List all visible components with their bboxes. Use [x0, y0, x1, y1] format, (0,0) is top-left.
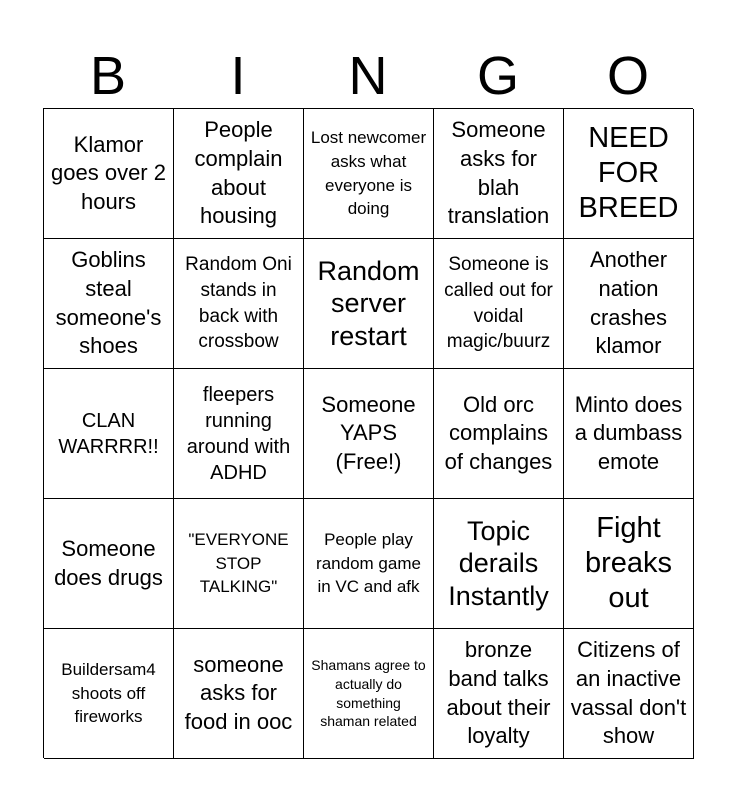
bingo-cell-r2-c4[interactable] [434, 239, 564, 369]
bingo-cell-r1-c3[interactable] [304, 109, 434, 239]
bingo-cell-r3-c5[interactable] [564, 369, 694, 499]
cell-text: Random Oni stands in back with crossbow [185, 254, 292, 353]
cell-text: NEED FOR BREED [578, 122, 679, 224]
bingo-cell-r1-c4[interactable] [434, 109, 564, 239]
bingo-cell-r2-c5[interactable] [564, 239, 694, 369]
bingo-cell-r4-c3[interactable] [304, 499, 434, 629]
bingo-cell-r5-c1[interactable] [44, 629, 174, 759]
cell-text: Random server restart [317, 255, 420, 351]
bingo-cell-r1-c5[interactable] [564, 109, 694, 239]
header-letter-g: G [476, 46, 519, 106]
header-letter-o: O [606, 46, 649, 106]
cell-text: Another nation crashes klamor [589, 247, 668, 359]
cell-text: Someone YAPS (Free!) [321, 391, 416, 474]
cell-text: fleepers running around with ADHD [186, 383, 291, 484]
bingo-cell-r5-c3[interactable] [304, 629, 434, 759]
cell-text: Buildersam4 shoots off fireworks [61, 659, 156, 727]
cell-text: Goblins steal someone's shoes [55, 247, 162, 359]
cell-text: someone asks for food in ooc [184, 651, 293, 734]
bingo-cell-r4-c2[interactable] [174, 499, 304, 629]
bingo-cell-r2-c3[interactable] [304, 239, 434, 369]
header-letter-n: N [348, 46, 388, 106]
bingo-cell-r2-c1[interactable] [44, 239, 174, 369]
cell-text: bronze band talks about their loyalty [446, 637, 551, 749]
cell-text: Klamor goes over 2 hours [51, 131, 166, 214]
bingo-cell-r1-c1[interactable] [44, 109, 174, 239]
cell-text: Someone is called out for voidal magic/buurz [444, 254, 553, 353]
cell-text: People complain about housing [194, 117, 283, 229]
cell-text: Topic derails Instantly [448, 515, 549, 611]
bingo-cell-r3-c3[interactable] [304, 369, 434, 499]
bingo-cell-r5-c2[interactable] [174, 629, 304, 759]
cell-text: Lost newcomer asks what everyone is doing [310, 127, 427, 219]
header-letter-i: I [230, 46, 246, 106]
cell-text: Old orc complains of changes [444, 391, 553, 474]
bingo-cell-r5-c5[interactable] [564, 629, 694, 759]
bingo-cell-r3-c1[interactable] [44, 369, 174, 499]
cell-text: Shamans agree to actually do something shaman related [311, 656, 426, 730]
cell-text: Citizens of an inactive vassal don't show [570, 637, 687, 749]
bingo-cell-r5-c4[interactable] [434, 629, 564, 759]
bingo-cell-r2-c2[interactable] [174, 239, 304, 369]
bingo-board [43, 108, 693, 758]
bingo-cell-r4-c4[interactable] [434, 499, 564, 629]
cell-text: Minto does a dumbass emote [574, 391, 683, 474]
bingo-header [43, 44, 693, 108]
cell-text: CLAN WARRRR!! [58, 409, 159, 458]
bingo-cell-r3-c4[interactable] [434, 369, 564, 499]
bingo-cell-r1-c2[interactable] [174, 109, 304, 239]
header-letter-b: B [89, 46, 127, 106]
bingo-cell-r4-c1[interactable] [44, 499, 174, 629]
cell-text: Someone does drugs [54, 535, 163, 590]
bingo-cell-r3-c2[interactable] [174, 369, 304, 499]
cell-text: Fight breaks out [584, 512, 673, 614]
cell-text: "EVERYONE STOP TALKING" [188, 529, 289, 597]
bingo-cell-r4-c5[interactable] [564, 499, 694, 629]
cell-text: People play random game in VC and afk [316, 529, 421, 597]
cell-text: Someone asks for blah translation [447, 117, 550, 229]
